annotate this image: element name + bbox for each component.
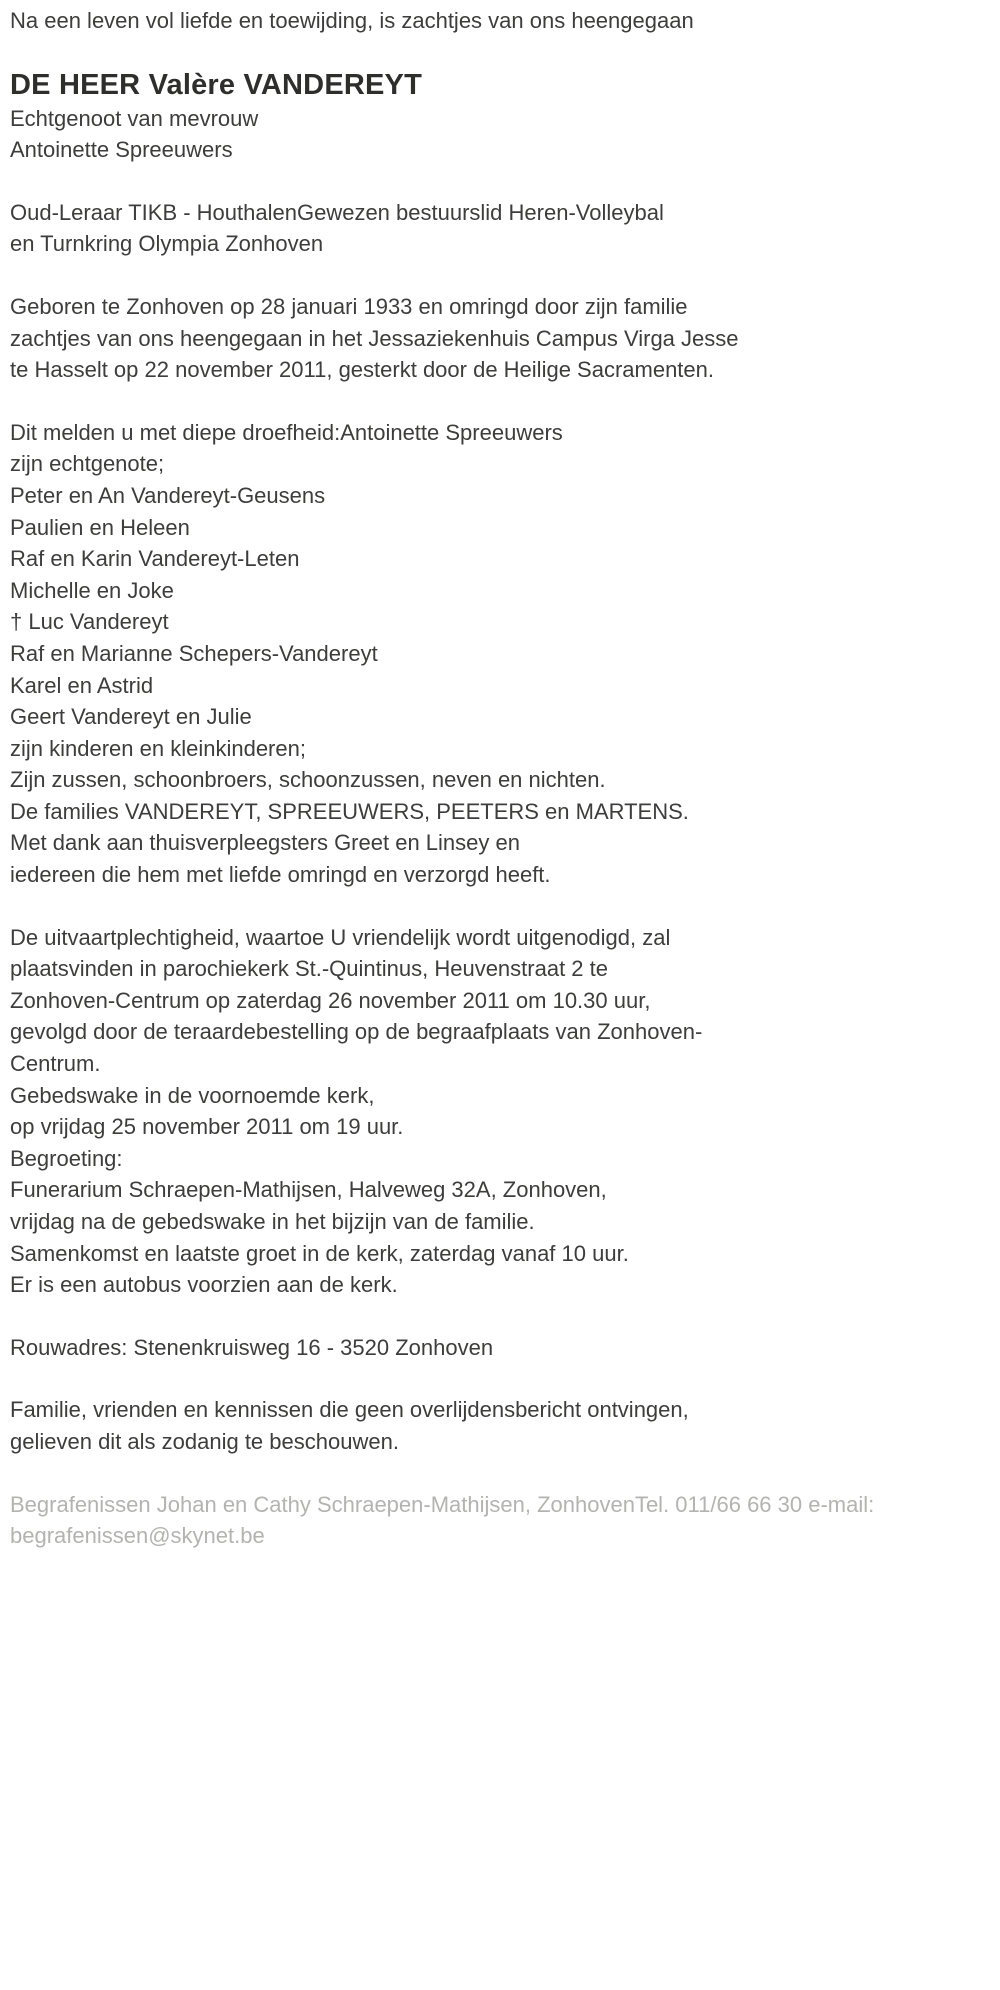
text-line: Zonhoven-Centrum op zaterdag 26 november 2011 om 10.30 uur, xyxy=(10,987,651,1013)
text-line: plaatsvinden in parochiekerk St.-Quintinus, Heuvenstraat 2 te xyxy=(10,956,608,982)
mourning-address: Rouwadres: Stenenkruisweg 16 - 3520 Zonhoven xyxy=(10,1334,494,1360)
text-line: op vrijdag 25 november 2011 om 19 uur. xyxy=(10,1114,404,1140)
text-line: Gebedswake in de voornoemde kerk, xyxy=(10,1082,375,1108)
spouse-lines xyxy=(10,103,990,166)
text-line: Michelle en Joke xyxy=(10,577,174,603)
text-line: Geert Vandereyt en Julie xyxy=(10,704,252,730)
text-line: Funerarium Schraepen-Mathijsen, Halveweg 32A, Zonhoven, xyxy=(10,1177,607,1203)
text-line: Samenkomst en laatste groet in de kerk, zaterdag vanaf 10 uur. xyxy=(10,1240,629,1266)
deceased-name: DE HEER Valère VANDEREYT xyxy=(10,68,423,101)
text-line: Geboren te Zonhoven op 28 januari 1933 en omringd door zijn familie xyxy=(10,293,688,319)
text-line: Raf en Marianne Schepers-Vandereyt xyxy=(10,640,378,666)
text-line: De uitvaartplechtigheid, waartoe U vriendelijk wordt uitgenodigd, zal xyxy=(10,924,671,950)
notice-block xyxy=(10,1394,990,1457)
text-line: gelieven dit als zodanig te beschouwen. xyxy=(10,1428,399,1454)
text-line: Raf en Karin Vandereyt-Leten xyxy=(10,546,300,572)
roles-block xyxy=(10,197,990,260)
text-line: zachtjes van ons heengegaan in het Jessaziekenhuis Campus Virga Jesse xyxy=(10,325,739,351)
text-line: Zijn zussen, schoonbroers, schoonzussen, neven en nichten. xyxy=(10,767,606,793)
header-block xyxy=(10,67,990,166)
text-line: † Luc Vandereyt xyxy=(10,609,169,635)
funeral-home-footer: Begrafenissen Johan en Cathy Schraepen-Mathijsen, ZonhovenTel. 011/66 66 30 e-mail: begrafenissen@skynet.be xyxy=(10,1491,881,1549)
text-line: Familie, vrienden en kennissen die geen overlijdensbericht ontvingen, xyxy=(10,1397,689,1423)
text-line: Met dank aan thuisverpleegsters Greet en Linsey en xyxy=(10,830,520,856)
text-line: De families VANDEREYT, SPREEUWERS, PEETERS en MARTENS. xyxy=(10,798,689,824)
text-line: en Turnkring Olympia Zonhoven xyxy=(10,231,324,257)
text-line: vrijdag na de gebedswake in het bijzijn van de familie. xyxy=(10,1209,535,1234)
text-line: Peter en An Vandereyt-Geusens xyxy=(10,482,326,508)
text-line: Karel en Astrid xyxy=(10,672,154,698)
text-line: iedereen die hem met liefde omringd en verzorgd heeft. xyxy=(10,862,551,888)
text-line: gevolgd door de teraardebestelling op de begraafplaats van Zonhoven- xyxy=(10,1019,703,1045)
text-line: Paulien en Heleen xyxy=(10,514,190,540)
opening-line: Na een leven vol liefde en toewijding, is zachtjes van ons heengegaan xyxy=(10,8,694,33)
family-block xyxy=(10,417,990,891)
text-line: Antoinette Spreeuwers xyxy=(10,137,233,163)
text-line: Er is een autobus voorzien aan de kerk. xyxy=(10,1272,398,1298)
text-line: Dit melden u met diepe droefheid:Antoinette Spreeuwers xyxy=(10,419,563,445)
text-line: Oud-Leraar TIKB - HouthalenGewezen bestuurslid Heren-Volleybal xyxy=(10,199,664,225)
text-line: te Hasselt op 22 november 2011, gesterkt door de Heilige Sacramenten. xyxy=(10,357,714,383)
text-line: zijn echtgenote; xyxy=(10,451,165,477)
text-line: Echtgenoot van mevrouw xyxy=(10,105,259,131)
death-announcement-block xyxy=(10,291,990,386)
text-line: Begroeting: xyxy=(10,1145,123,1171)
obituary-document xyxy=(10,5,990,1552)
text-line: zijn kinderen en kleinkinderen; xyxy=(10,735,306,761)
service-block xyxy=(10,922,990,1301)
text-line: Centrum. xyxy=(10,1051,101,1077)
